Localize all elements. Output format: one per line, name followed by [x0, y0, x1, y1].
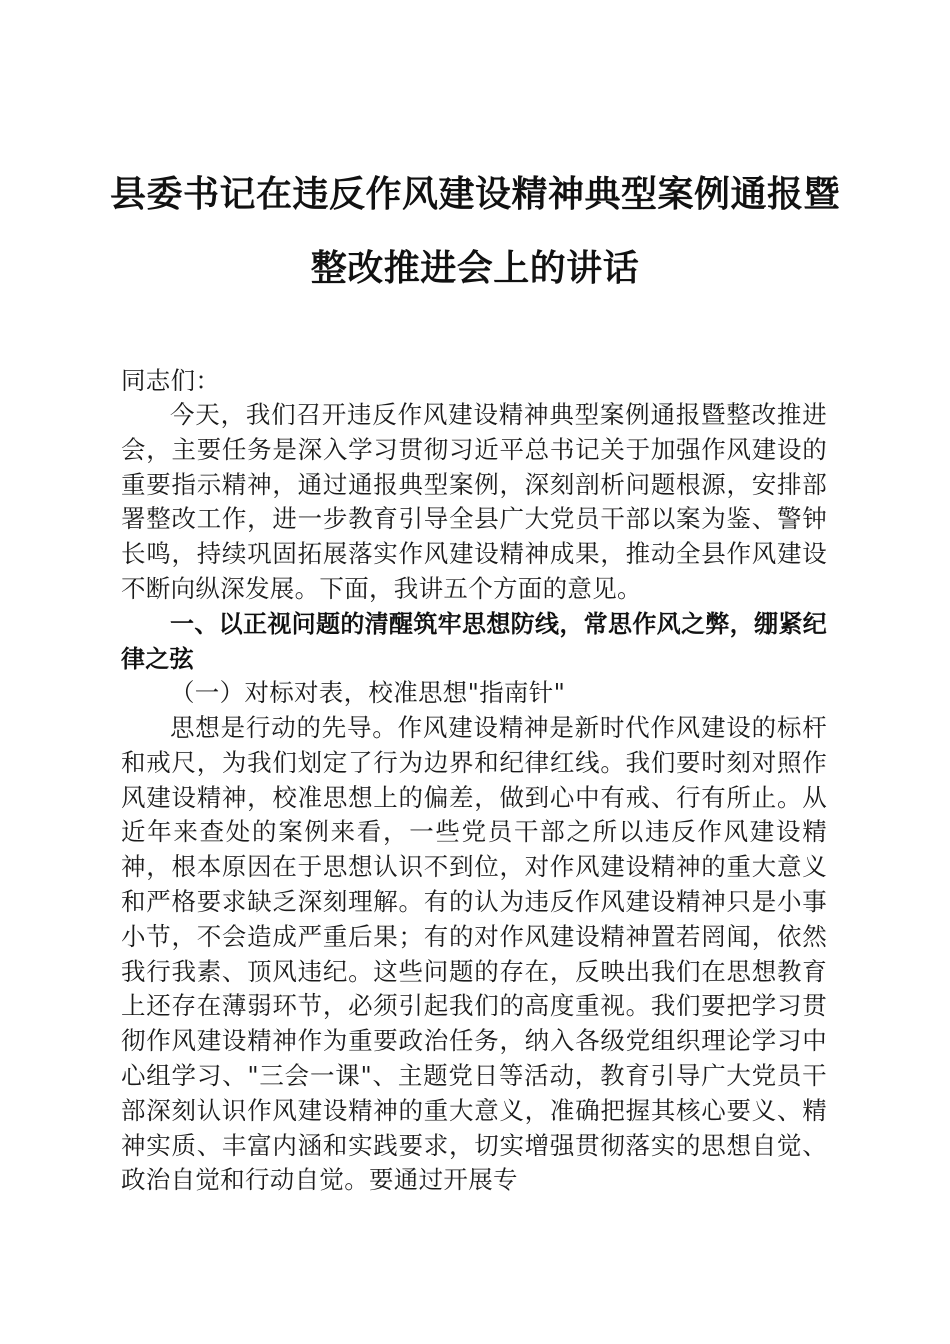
document-title-line2: 整改推进会上的讲话 [310, 247, 640, 289]
body-paragraph: 思想是行动的先导。作风建设精神是新时代作风建设的标杆和戒尺，为我们划定了行为边界和纪律红线。我们要时刻对照作风建设精神，校准思想上的偏差，做到心中有戒、行有所止。从近年来查处的案例来看，一些党员干部之所以违反作风建设精神，根本原因在于思想认识不到位，对作风建设精神的重大意义和严格要求缺乏深刻理解。有的认为违反作风建设精神只是小事小节，不会造成严重后果；有的对作风建设精神置若罔闻，依然我行我素、顶风违纪。这些问题的存在，反映出我们在思想教育上还存在薄弱环节，必须引起我们的高度重视。我们要把学习贯彻作风建设精神作为重要政治任务，纳入各级党组织理论学习中心组学习、"三会一课"、主题党日等活动，教育引导广大党员干部深刻认识作风建设精神的重大意义，准确把握其核心要义、精神实质、丰富内涵和实践要求，切实增强贯彻落实的思想自觉、政治自觉和行动自觉。要通过开展专 [121, 713, 827, 1195]
intro-paragraph: 今天，我们召开违反作风建设精神典型案例通报暨整改推进会，主要任务是深入学习贯彻习近平总书记关于加强作风建设的重要指示精神，通过通报典型案例，深刻剖析问题根源，安排部署整改工作，进一步教育引导全县广大党员干部以案为鉴、警钟长鸣，持续巩固拓展落实作风建设精神成果，推动全县作风建设不断向纵深发展。下面，我讲五个方面的意见。 [121, 400, 827, 603]
salutation: 同志们： [121, 366, 221, 395]
subsection-heading: （一）对标对表，校准思想"指南针" [170, 678, 566, 707]
section-heading: 一、以正视问题的清醒筑牢思想防线，常思作风之弊，绷紧纪律之弦 [121, 610, 827, 673]
document-title-line1: 县委书记在违反作风建设精神典型案例通报暨 [109, 173, 840, 215]
